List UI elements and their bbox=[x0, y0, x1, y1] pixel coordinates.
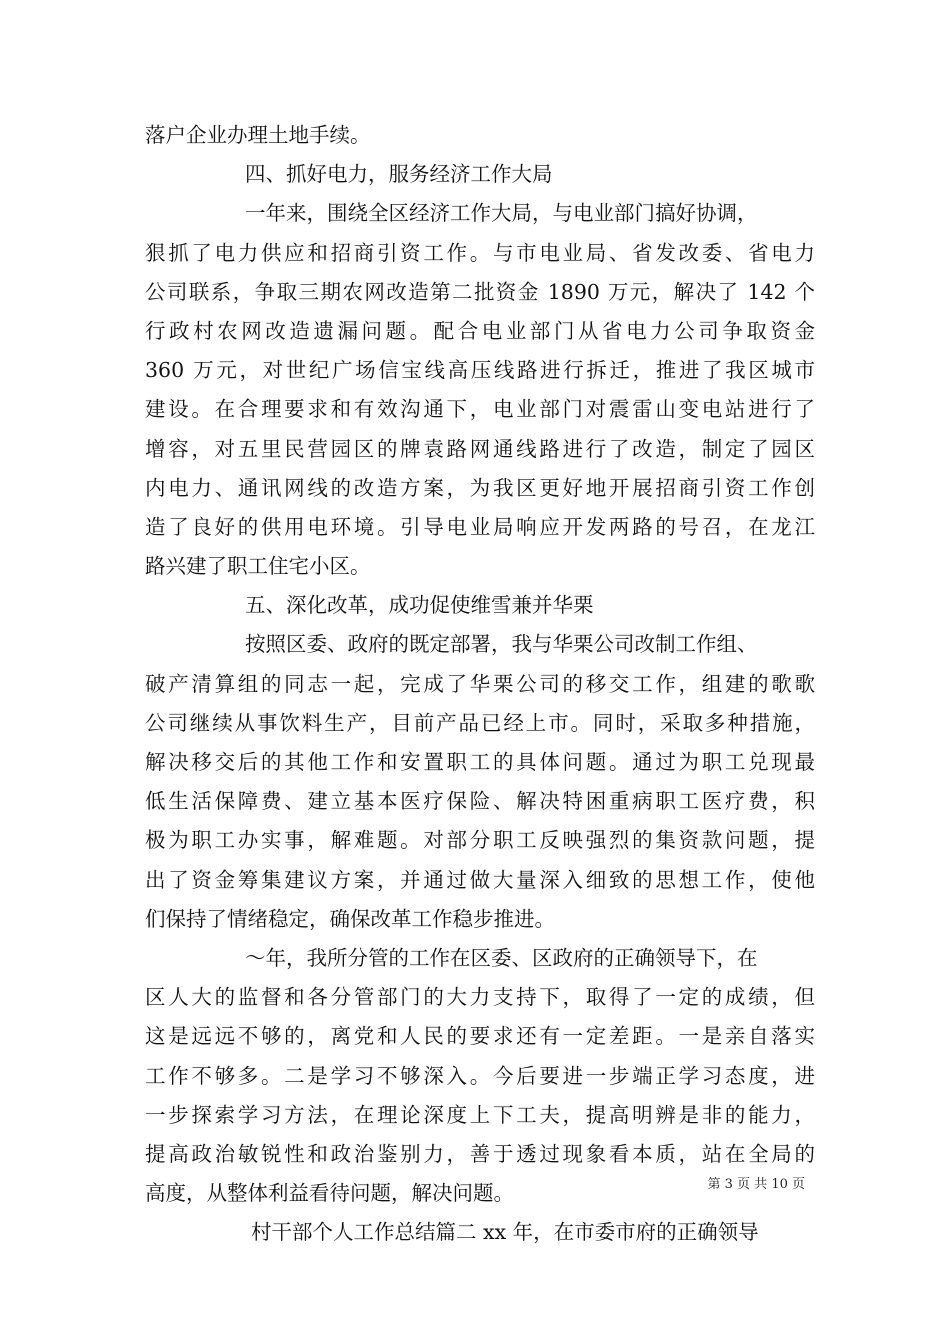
text-line: 建设。在合理要求和有效沟通下，电业部门对震雷山变电站进行了 bbox=[145, 397, 815, 422]
text-line: 路兴建了职工住宅小区。 bbox=[145, 554, 371, 579]
page-number: 第 3 页 共 10 页 bbox=[707, 1177, 805, 1192]
section-heading-five: 五、深化改革，成功促使维雪兼并华栗 bbox=[245, 593, 594, 618]
text-line: 提高政治敏锐性和政治鉴别力，善于透过现象看本质，站在全局的 bbox=[145, 1141, 815, 1166]
text-line: 增容，对五里民营园区的牌袁路网通线路进行了改造，制定了园区 bbox=[145, 436, 815, 461]
text-line: 高度，从整体利益看待问题，解决问题。 bbox=[145, 1181, 514, 1206]
text-line: 这是远远不够的，离党和人民的要求还有一定差距。一是亲自落实 bbox=[145, 1024, 815, 1049]
text-line: 工作不够多。二是学习不够深入。今后要进一步端正学习态度，进 bbox=[145, 1063, 815, 1088]
text-line: 行政村农网改造遗漏问题。配合电业部门从省电力公司争取资金 bbox=[145, 318, 815, 343]
section-heading-four: 四、抓好电力，服务经济工作大局 bbox=[245, 162, 553, 187]
text-line: 360 万元，对世纪广场信宝线高压线路进行拆迁，推进了我区城市 bbox=[145, 358, 815, 383]
text-line: 解决移交后的其他工作和安置职工的具体问题。通过为职工兑现最 bbox=[145, 750, 815, 774]
text-line: 出了资金筹集建议方案，并通过做大量深入细致的思想工作，使他 bbox=[145, 867, 815, 892]
text-line: 区人大的监督和各分管部门的大力支持下，取得了一定的成绩，但 bbox=[145, 985, 815, 1010]
text-line: ～年，我所分管的工作在区委、区政府的正确领导下，在 bbox=[245, 945, 758, 970]
text-line: 造了良好的供用电环境。引导电业局响应开发两路的号召，在龙江 bbox=[145, 514, 815, 539]
text-line: 低生活保障费、建立基本医疗保险、解决特困重病职工医疗费，积 bbox=[145, 789, 815, 814]
body-text bbox=[145, 116, 815, 1252]
text-line: 公司联系，争取三期农网改造第二批资金 1890 万元，解决了 142 个 bbox=[145, 279, 815, 304]
text-line: 落户企业办理土地手续。 bbox=[145, 123, 371, 147]
text-line: 村干部个人工作总结篇二 xx 年，在市委市府的正确领导 bbox=[251, 1220, 759, 1245]
text-line: 一年来，围绕全区经济工作大局，与电业部门搞好协调， bbox=[245, 201, 758, 226]
text-line: 狠抓了电力供应和招商引资工作。与市电业局、省发改委、省电力 bbox=[145, 240, 815, 265]
text-line: 内电力、通讯网线的改造方案，为我区更好地开展招商引资工作创 bbox=[145, 475, 815, 500]
text-line: 公司继续从事饮料生产，目前产品已经上市。同时，采取多种措施， bbox=[145, 710, 815, 735]
text-line: 一步探索学习方法，在理论深度上下工夫，提高明辨是非的能力， bbox=[145, 1102, 815, 1127]
text-line: 破产清算组的同志一起，完成了华栗公司的移交工作，组建的歌歌 bbox=[145, 671, 815, 696]
text-line: 极为职工办实事，解难题。对部分职工反映强烈的集资款问题，提 bbox=[145, 828, 815, 853]
text-line: 们保持了情绪稳定，确保改革工作稳步推进。 bbox=[145, 906, 555, 931]
text-line: 按照区委、政府的既定部署，我与华栗公司改制工作组、 bbox=[245, 632, 758, 657]
